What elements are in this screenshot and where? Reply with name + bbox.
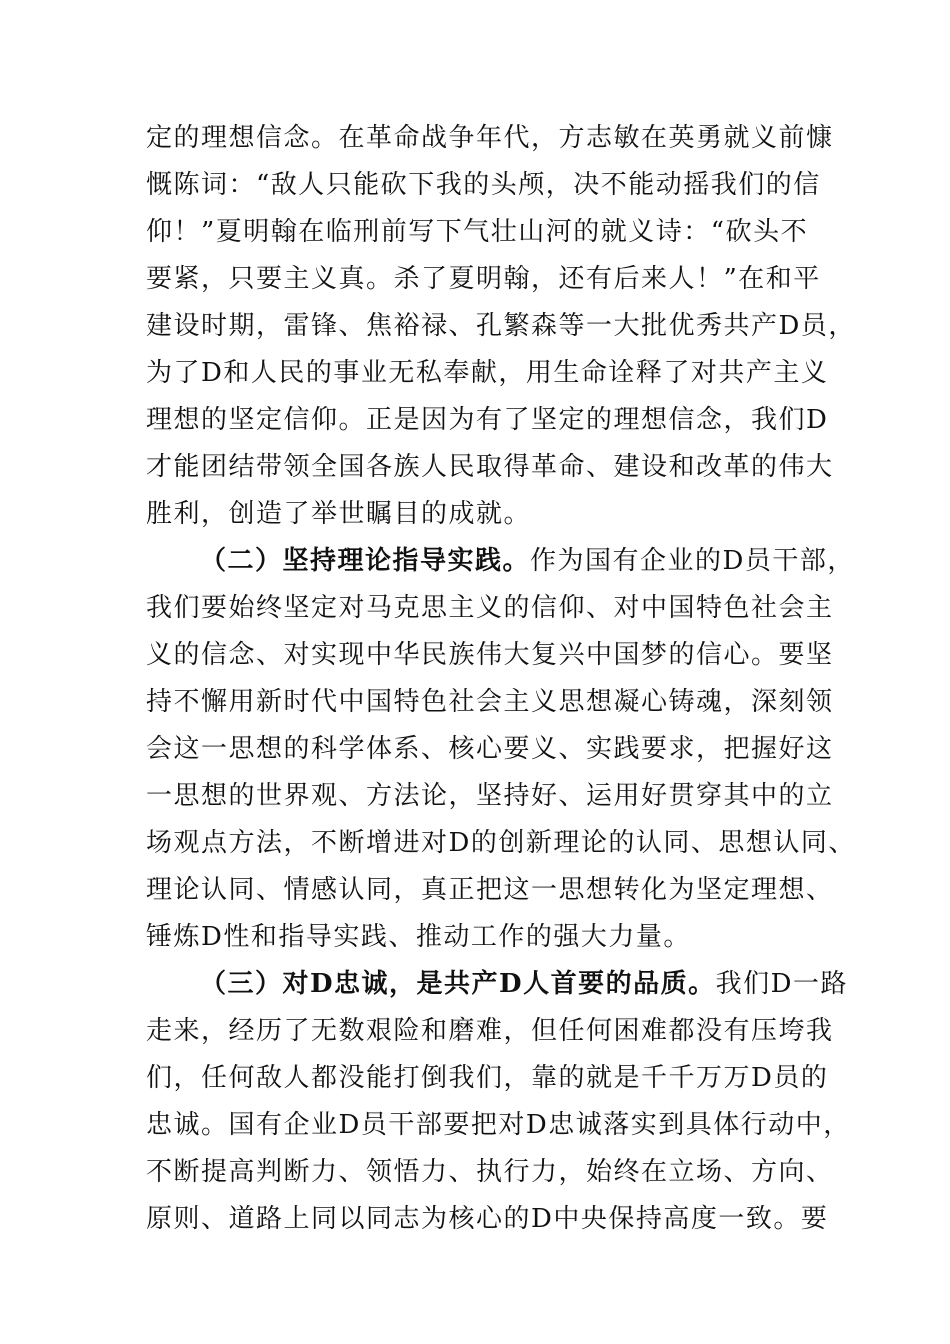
text-line: 为了D和人民的事业无私奉献，用生命诠释了对共产主义 xyxy=(146,358,829,388)
text-line: 胜利，创造了举世瞩目的成就。 xyxy=(146,499,532,529)
section-3-first-line xyxy=(200,964,848,1004)
section-2-text: 作为国有企业的D员干部， xyxy=(530,546,855,576)
text-line: 们，任何敌人都没能打倒我们，靠的就是千千万万D员的 xyxy=(146,1063,829,1093)
text-line: 原则、道路上同以同志为核心的D中央保持高度一致。要 xyxy=(146,1204,829,1234)
text-line: 走来，经历了无数艰险和磨难，但任何困难都没有压垮我 xyxy=(146,1016,834,1046)
text-line: 锤炼D性和指导实践、推动工作的强大力量。 xyxy=(146,922,691,952)
text-line: 义的信念、对实现中华民族伟大复兴中国梦的信心。要坚 xyxy=(146,640,834,670)
text-line: 不断提高判断力、领悟力、执行力，始终在立场、方向、 xyxy=(146,1157,834,1187)
section-2-first-line xyxy=(200,541,855,581)
text-line: 场观点方法，不断增进对D的创新理论的认同、思想认同、 xyxy=(146,828,856,858)
text-line: 定的理想信念。在革命战争年代，方志敏在英勇就义前慷 xyxy=(146,123,834,153)
text-line: 要紧，只要主义真。杀了夏明翰，还有后来人！”在和平 xyxy=(146,264,821,294)
text-line: 才能团结带领全国各族人民取得革命、建设和改革的伟大 xyxy=(146,452,834,482)
text-line: 理论认同、情感认同，真正把这一思想转化为坚定理想、 xyxy=(146,875,834,905)
text-line: 建设时期，雷锋、焦裕禄、孔繁森等一大批优秀共产D员， xyxy=(146,311,856,341)
text-line: 持不懈用新时代中国特色社会主义思想凝心铸魂，深刻领 xyxy=(146,687,834,717)
text-line: 一思想的世界观、方法论，坚持好、运用好贯穿其中的立 xyxy=(146,781,834,811)
section-2-heading: （二）坚持理论指导实践。 xyxy=(200,546,531,576)
text-line: 仰！”夏明翰在临刑前写下气壮山河的就义诗：“砍头不 xyxy=(146,217,809,247)
text-line: 会这一思想的科学体系、核心要义、实践要求，把握好这 xyxy=(146,734,834,764)
text-line: 忠诚。国有企业D员干部要把对D忠诚落实到具体行动中， xyxy=(146,1110,851,1140)
section-3-text: 我们D一路 xyxy=(715,969,848,999)
text-line: 慨陈词：“敌人只能砍下我的头颅，决不能动摇我们的信 xyxy=(146,170,821,200)
text-line: 我们要始终坚定对马克思主义的信仰、对中国特色社会主 xyxy=(146,593,834,623)
section-3-heading: （三）对D忠诚，是共产D人首要的品质。 xyxy=(200,969,716,999)
text-line: 理想的坚定信仰。正是因为有了坚定的理想信念，我们D xyxy=(146,405,829,435)
